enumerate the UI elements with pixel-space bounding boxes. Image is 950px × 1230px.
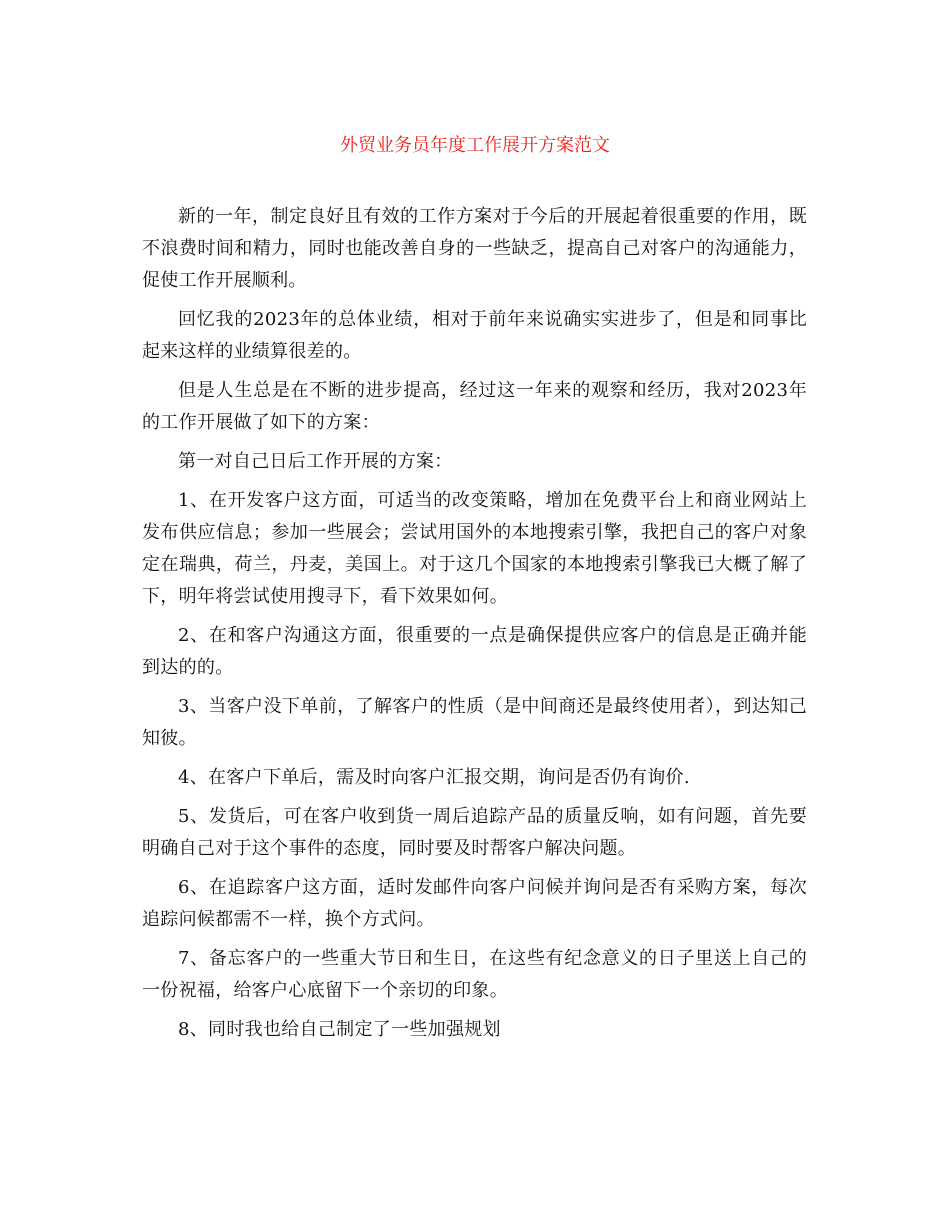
document-title: 外贸业务员年度工作展开方案范文 — [340, 135, 610, 156]
paragraph-item-3: 3、当客户没下单前，了解客户的性质（是中间商还是最终使用者），到达知己知彼。 — [142, 696, 807, 749]
paragraph-intro: 新的一年，制定良好且有效的工作方案对于今后的开展起着很重要的作用，既不浪费时间和精力，同时也能改善自身的一些缺乏，提高自己对客户的沟通能力，促使工作开展顺利。 — [142, 206, 807, 291]
paragraph-item-1: 1、在开发客户这方面，可适当的改变策略，增加在免费平台上和商业网站上发布供应信息；参加一些展会；尝试用国外的本地搜索引擎，我把自己的客户对象定在瑞典，荷兰，丹麦，美国上。对于这几个国家的本地搜索引擎我已大概了解了下，明年将尝试使用搜寻下，看下效果如何。 — [142, 490, 807, 607]
paragraph-item-7: 7、备忘客户的一些重大节日和生日，在这些有纪念意义的日子里送上自己的一份祝福，给客户心底留下一个亲切的印象。 — [142, 948, 807, 1001]
paragraph-item-6: 6、在追踪客户这方面，适时发邮件向客户问候并询问是否有采购方案，每次追踪问候都需不一样，换个方式问。 — [142, 877, 807, 930]
paragraph-item-8: 8、同时我也给自己制定了一些加强规划 — [178, 1019, 501, 1040]
paragraph-item-5: 5、发货后，可在客户收到货一周后追踪产品的质量反响，如有问题，首先要明确自己对于这个事件的态度，同时要及时帮客户解决问题。 — [142, 806, 807, 859]
paragraph-item-4: 4、在客户下单后，需及时向客户汇报交期，询问是否仍有询价. — [178, 767, 690, 788]
paragraph-item-2: 2、在和客户沟通这方面，很重要的一点是确保提供应客户的信息是正确并能到达的的。 — [142, 625, 807, 678]
document-body — [142, 201, 807, 1053]
paragraph-plan-intro: 但是人生总是在不断的进步提高，经过这一年来的观察和经历，我对2023年的工作开展做了如下的方案： — [142, 380, 807, 433]
paragraph-review: 回忆我的2023年的总体业绩，相对于前年来说确实实进步了，但是和同事比起来这样的业绩算很差的。 — [142, 309, 807, 362]
paragraph-section-heading: 第一对自己日后工作开展的方案： — [178, 451, 453, 472]
